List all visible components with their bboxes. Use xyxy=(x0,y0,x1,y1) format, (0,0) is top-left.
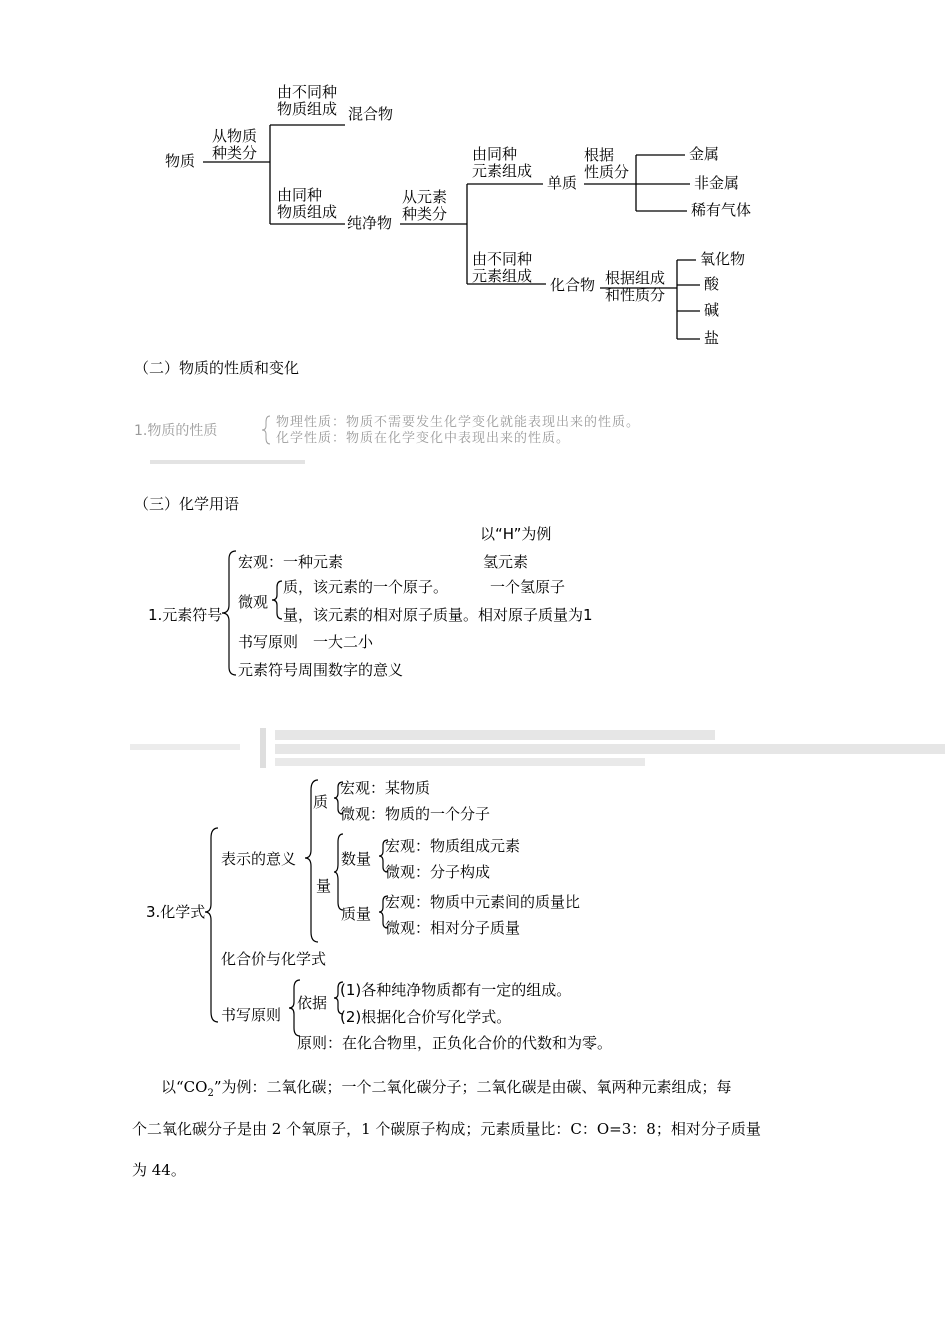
tree-diff-element: 由不同种 元素组成 xyxy=(472,250,533,285)
formula-qual-macro: 宏观：某物质 xyxy=(340,779,431,797)
tree-by-element: 从元素 种类分 xyxy=(402,188,448,223)
tree-noble-gas: 稀有气体 xyxy=(691,201,752,219)
element-micro-quality-example: 一个氢原子 xyxy=(490,578,566,596)
element-micro-quantity: 量，该元素的相对原子质量。相对原子质量为1 xyxy=(283,606,593,624)
tree-same-substance: 由同种 物质组成 xyxy=(277,186,338,221)
tree-by-kind: 从物质 种类分 xyxy=(212,127,258,162)
formula-valence: 化合价与化学式 xyxy=(221,950,327,968)
element-macro: 宏观：一种元素 xyxy=(238,553,344,571)
paragraph-line-1: 以“$CO_2$”为例：二氧化碳；一个二氧化碳分子；二氧化碳是由碳、氧两种元素组成；每 xyxy=(161,1078,732,1099)
tree-mixture: 混合物 xyxy=(348,105,394,123)
tree-metal: 金属 xyxy=(689,145,720,163)
faint-physical-property: 物理性质：物质不需要发生化学变化就能表现出来的性质。 xyxy=(276,415,641,430)
tree-diff-substance: 由不同种 物质组成 xyxy=(277,83,338,118)
formula-qualitative: 质 xyxy=(313,793,329,811)
element-around-numbers: 元素符号周围数字的意义 xyxy=(238,661,404,679)
element-micro: 微观 xyxy=(238,593,269,611)
formula-label: 3.化学式 xyxy=(146,903,206,921)
tree-by-composition: 根据组成 和性质分 xyxy=(605,269,666,304)
tree-same-element: 由同种 元素组成 xyxy=(472,145,533,180)
tree-base: 碱 xyxy=(704,301,720,319)
section-2-title: （二）物质的性质和变化 xyxy=(134,359,300,377)
formula-principle: 原则：在化合物里，正负化合价的代数和为零。 xyxy=(297,1034,613,1052)
formula-quantitative: 量 xyxy=(316,877,332,895)
tree-pure: 纯净物 xyxy=(347,214,393,232)
formula-num-micro: 微观：分子构成 xyxy=(385,863,491,881)
tree-nonmetal: 非金属 xyxy=(694,174,740,192)
formula-meaning: 表示的意义 xyxy=(221,850,297,868)
formula-number: 数量 xyxy=(341,850,372,868)
formula-basis-2: (2)根据化合价写化学式。 xyxy=(340,1008,512,1026)
formula-mass-micro: 微观：相对分子质量 xyxy=(385,919,521,937)
formula-num-macro: 宏观：物质组成元素 xyxy=(385,837,521,855)
tree-by-property: 根据 性质分 xyxy=(584,146,630,181)
tree-simple-substance: 单质 xyxy=(547,174,578,192)
tree-oxide: 氧化物 xyxy=(700,250,746,268)
tree-root: 物质 xyxy=(165,152,196,170)
tree-compound: 化合物 xyxy=(550,276,596,294)
formula-mass-macro: 宏观：物质中元素间的质量比 xyxy=(385,893,581,911)
tree-salt: 盐 xyxy=(704,329,720,347)
formula-qual-micro: 微观：物质的一个分子 xyxy=(340,805,491,823)
paragraph-line-2: 个二氧化碳分子是由 2 个氧原子，1 个碳原子构成；元素质量比：C：O=3：8；相对分子质量 xyxy=(132,1120,761,1138)
formula-basis: 依据 xyxy=(297,994,328,1012)
paragraph-line-3: 为 44。 xyxy=(132,1161,186,1179)
tree-acid: 酸 xyxy=(704,275,720,293)
example-header-h: 以“H”为例 xyxy=(480,525,552,543)
element-micro-quality: 质，该元素的一个原子。 xyxy=(283,578,449,596)
element-write-rule: 书写原则 一大二小 xyxy=(238,633,374,651)
formula-basis-1: (1)各种纯净物质都有一定的组成。 xyxy=(340,981,572,999)
element-symbol-label: 1.元素符号 xyxy=(148,606,223,624)
formula-writing: 书写原则 xyxy=(221,1006,282,1024)
faint-chemical-property: 化学性质：物质在化学变化中表现出来的性质。 xyxy=(276,431,571,446)
section-3-title: （三）化学用语 xyxy=(134,495,240,513)
faint-property-label: 1.物质的性质 xyxy=(134,423,218,439)
element-macro-example: 氢元素 xyxy=(483,553,529,571)
formula-mass: 质量 xyxy=(341,905,372,923)
